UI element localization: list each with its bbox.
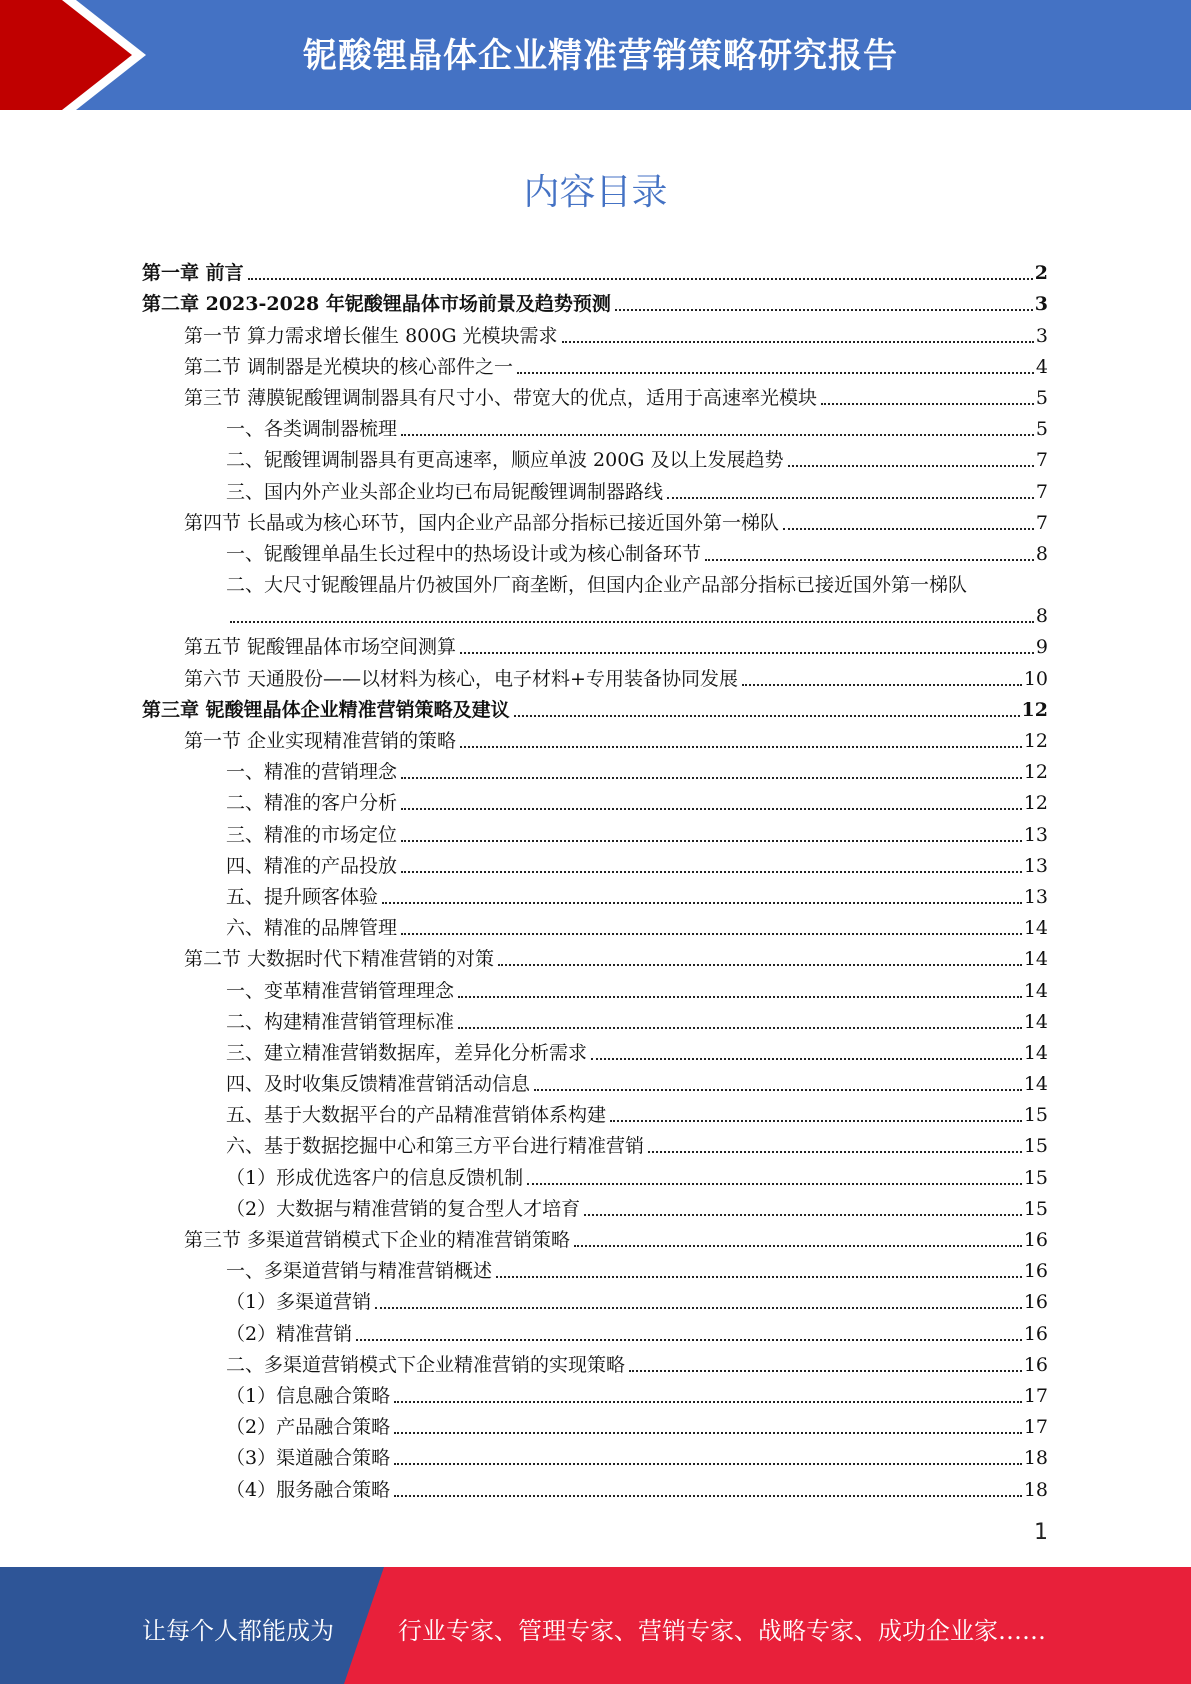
toc-title: 内容目录 bbox=[523, 172, 668, 213]
toc-page-number: 7 bbox=[1035, 449, 1048, 472]
table-of-contents bbox=[142, 254, 1048, 1502]
toc-page-number: 16 bbox=[1023, 1291, 1048, 1314]
toc-entry-text: （4）服务融合策略 bbox=[226, 1478, 391, 1501]
toc-dot-leader bbox=[705, 559, 1034, 561]
toc-entry-text: 二、铌酸锂调制器具有更高速率，顺应单波 200G 及以上发展趋势 bbox=[226, 449, 784, 472]
toc-entry-text: 一、精准的营销理念 bbox=[226, 761, 398, 784]
toc-entry-text: 第六节 天通股份——以材料为核心，电子材料+专用装备协同发展 bbox=[184, 667, 738, 690]
toc-page-number: 13 bbox=[1023, 854, 1048, 877]
toc-dot-leader bbox=[498, 964, 1022, 966]
toc-page-number: 15 bbox=[1023, 1135, 1048, 1158]
toc-entry[interactable] bbox=[142, 1439, 1048, 1470]
toc-dot-leader bbox=[574, 1245, 1022, 1247]
toc-page-number: 8 bbox=[1035, 605, 1048, 628]
toc-entry[interactable] bbox=[142, 1283, 1048, 1314]
toc-entry[interactable] bbox=[142, 1252, 1048, 1283]
toc-dot-leader bbox=[821, 403, 1034, 405]
toc-dot-leader bbox=[394, 1432, 1022, 1434]
toc-entry[interactable] bbox=[142, 285, 1048, 316]
toc-entry-text: 三、国内外产业头部企业均已布局铌酸锂调制器路线 bbox=[226, 480, 664, 503]
toc-entry-text: 第二节 大数据时代下精准营销的对策 bbox=[184, 948, 495, 971]
toc-entry[interactable] bbox=[142, 1096, 1048, 1127]
toc-dot-leader bbox=[401, 840, 1022, 842]
toc-page-number: 15 bbox=[1023, 1104, 1048, 1127]
toc-dot-leader bbox=[394, 1463, 1022, 1465]
toc-page-number: 13 bbox=[1023, 823, 1048, 846]
toc-entry-text: 二、大尺寸铌酸锂晶片仍被国外厂商垄断，但国内企业产品部分指标已接近国外第一梯队 bbox=[226, 574, 968, 597]
toc-page-number: 5 bbox=[1035, 386, 1048, 409]
toc-page-number: 14 bbox=[1023, 979, 1048, 1002]
toc-dot-leader bbox=[401, 871, 1022, 873]
toc-page-number: 12 bbox=[1021, 698, 1048, 721]
toc-entry[interactable] bbox=[142, 847, 1048, 878]
toc-entry[interactable] bbox=[142, 1314, 1048, 1345]
toc-page-number: 7 bbox=[1035, 511, 1048, 534]
toc-dot-leader bbox=[496, 1276, 1022, 1278]
toc-dot-leader bbox=[615, 309, 1033, 311]
toc-dot-leader bbox=[356, 1339, 1022, 1341]
toc-page-number: 2 bbox=[1034, 262, 1048, 285]
toc-page-number: 14 bbox=[1023, 948, 1048, 971]
toc-entry[interactable] bbox=[142, 1003, 1048, 1034]
toc-entry-text: （1）信息融合策略 bbox=[226, 1384, 391, 1407]
toc-entry-text: 一、铌酸锂单晶生长过程中的热场设计或为核心制备环节 bbox=[226, 542, 702, 565]
toc-page-number: 14 bbox=[1023, 917, 1048, 940]
toc-entry-text: 第五节 铌酸锂晶体市场空间测算 bbox=[184, 636, 457, 659]
toc-entry[interactable] bbox=[142, 254, 1048, 285]
toc-page-number: 9 bbox=[1035, 636, 1048, 659]
toc-entry[interactable] bbox=[142, 1408, 1048, 1439]
toc-entry[interactable] bbox=[142, 348, 1048, 379]
toc-entry[interactable] bbox=[142, 379, 1048, 410]
toc-entry-text: （2）产品融合策略 bbox=[226, 1416, 391, 1439]
toc-entry[interactable] bbox=[142, 659, 1048, 690]
toc-entry[interactable] bbox=[142, 316, 1048, 347]
toc-entry-text: 一、多渠道营销与精准营销概述 bbox=[226, 1260, 493, 1283]
toc-dot-leader bbox=[788, 465, 1034, 467]
toc-entry[interactable] bbox=[142, 441, 1048, 472]
toc-page-number: 12 bbox=[1023, 761, 1048, 784]
toc-entry-text: 第四节 长晶或为核心环节，国内企业产品部分指标已接近国外第一梯队 bbox=[184, 511, 780, 534]
toc-entry-text: 第二章 2023-2028 年铌酸锂晶体市场前景及趋势预测 bbox=[142, 293, 611, 316]
toc-page-number: 10 bbox=[1023, 667, 1048, 690]
toc-page-number: 14 bbox=[1023, 1073, 1048, 1096]
toc-page-number: 16 bbox=[1023, 1353, 1048, 1376]
toc-entry[interactable] bbox=[142, 971, 1048, 1002]
toc-entry-text: 四、及时收集反馈精准营销活动信息 bbox=[226, 1073, 531, 1096]
toc-entry[interactable] bbox=[142, 1158, 1048, 1189]
toc-entry-text: 三、建立精准营销数据库，差异化分析需求 bbox=[226, 1041, 588, 1064]
toc-page-number: 8 bbox=[1035, 542, 1048, 565]
toc-page-number: 16 bbox=[1023, 1260, 1048, 1283]
toc-page-number: 15 bbox=[1023, 1197, 1048, 1220]
toc-page-number: 14 bbox=[1023, 1010, 1048, 1033]
toc-entry[interactable] bbox=[142, 878, 1048, 909]
toc-entry-text: 第一节 企业实现精准营销的策略 bbox=[184, 730, 457, 753]
toc-entry-text: 第三节 薄膜铌酸锂调制器具有尺寸小、带宽大的优点，适用于高速率光模块 bbox=[184, 386, 818, 409]
toc-page-number: 16 bbox=[1023, 1229, 1048, 1252]
toc-page-number: 14 bbox=[1023, 1041, 1048, 1064]
toc-entry-text: 第一章 前言 bbox=[142, 262, 244, 285]
toc-page-number: 18 bbox=[1023, 1478, 1048, 1501]
toc-dot-leader bbox=[382, 902, 1022, 904]
toc-entry-text: 四、精准的产品投放 bbox=[226, 854, 398, 877]
toc-entry[interactable] bbox=[142, 1346, 1048, 1377]
toc-dot-leader bbox=[667, 497, 1034, 499]
toc-page-number: 15 bbox=[1023, 1166, 1048, 1189]
toc-entry-text: 三、精准的市场定位 bbox=[226, 823, 398, 846]
page-header bbox=[0, 0, 1191, 110]
page-number: 1 bbox=[1034, 1520, 1048, 1545]
toc-dot-leader bbox=[527, 1183, 1022, 1185]
toc-entry[interactable] bbox=[142, 472, 1048, 503]
toc-page-number: 12 bbox=[1023, 792, 1048, 815]
toc-dot-leader bbox=[517, 372, 1034, 374]
toc-entry-text: 第二节 调制器是光模块的核心部件之一 bbox=[184, 355, 514, 378]
toc-page-number: 12 bbox=[1023, 730, 1048, 753]
toc-page-number: 17 bbox=[1023, 1384, 1048, 1407]
toc-dot-leader bbox=[394, 1495, 1022, 1497]
toc-entry[interactable] bbox=[142, 1470, 1048, 1501]
toc-dot-leader bbox=[591, 1058, 1022, 1060]
toc-entry-text: （2）精准营销 bbox=[226, 1322, 353, 1345]
toc-entry-text: 一、各类调制器梳理 bbox=[226, 418, 398, 441]
toc-entry[interactable] bbox=[142, 753, 1048, 784]
toc-dot-leader bbox=[742, 684, 1022, 686]
toc-entry-text: （3）渠道融合策略 bbox=[226, 1447, 391, 1470]
toc-dot-leader bbox=[401, 434, 1034, 436]
toc-entry-text: （2）大数据与精准营销的复合型人才培育 bbox=[226, 1197, 581, 1220]
toc-entry-text: 五、提升顾客体验 bbox=[226, 885, 379, 908]
toc-entry-text: （1）形成优选客户的信息反馈机制 bbox=[226, 1166, 524, 1189]
toc-dot-leader bbox=[248, 278, 1033, 280]
toc-entry[interactable] bbox=[142, 1221, 1048, 1252]
toc-page-number: 4 bbox=[1035, 355, 1048, 378]
toc-entry[interactable] bbox=[142, 722, 1048, 753]
toc-entry[interactable] bbox=[142, 815, 1048, 846]
toc-dot-leader bbox=[401, 933, 1022, 935]
toc-entry-text: 六、基于数据挖掘中心和第三方平台进行精准营销 bbox=[226, 1135, 645, 1158]
toc-entry-text: 第三章 铌酸锂晶体企业精准营销策略及建议 bbox=[142, 698, 510, 721]
toc-entry[interactable] bbox=[142, 940, 1048, 971]
toc-entry[interactable] bbox=[142, 691, 1048, 722]
toc-dot-leader bbox=[458, 996, 1022, 998]
toc-dot-leader bbox=[458, 1027, 1022, 1029]
toc-entry[interactable] bbox=[142, 410, 1048, 441]
toc-dot-leader bbox=[460, 746, 1022, 748]
toc-entry[interactable] bbox=[142, 566, 1048, 628]
toc-dot-leader bbox=[584, 1214, 1022, 1216]
toc-page-number: 16 bbox=[1023, 1322, 1048, 1345]
toc-entry[interactable] bbox=[142, 784, 1048, 815]
toc-page-number: 7 bbox=[1035, 480, 1048, 503]
toc-dot-leader bbox=[401, 777, 1022, 779]
toc-entry[interactable] bbox=[142, 1377, 1048, 1408]
toc-entry-text: 二、多渠道营销模式下企业精准营销的实现策略 bbox=[226, 1353, 626, 1376]
toc-entry-text: 五、基于大数据平台的产品精准营销体系构建 bbox=[226, 1104, 607, 1127]
toc-page-number: 5 bbox=[1035, 418, 1048, 441]
toc-page-number: 17 bbox=[1023, 1416, 1048, 1439]
toc-dot-leader bbox=[629, 1370, 1022, 1372]
toc-dot-leader bbox=[783, 528, 1034, 530]
toc-dot-leader bbox=[562, 341, 1034, 343]
toc-page-number: 13 bbox=[1023, 885, 1048, 908]
toc-dot-leader bbox=[514, 715, 1020, 717]
toc-page-number: 3 bbox=[1035, 324, 1048, 347]
toc-entry-text: 二、精准的客户分析 bbox=[226, 792, 398, 815]
toc-entry[interactable] bbox=[142, 1034, 1048, 1065]
toc-entry[interactable] bbox=[142, 1190, 1048, 1221]
toc-entry[interactable] bbox=[142, 628, 1048, 659]
toc-dot-leader bbox=[394, 1401, 1022, 1403]
toc-dot-leader bbox=[460, 652, 1034, 654]
toc-entry-text: 二、构建精准营销管理标准 bbox=[226, 1010, 455, 1033]
toc-dot-leader bbox=[534, 1089, 1022, 1091]
footer-slogan: 让每个人都能成为 bbox=[142, 1617, 334, 1645]
toc-dot-leader bbox=[648, 1151, 1022, 1153]
toc-dot-leader bbox=[610, 1120, 1022, 1122]
toc-page-number: 18 bbox=[1023, 1447, 1048, 1470]
toc-entry[interactable] bbox=[142, 535, 1048, 566]
toc-dot-leader bbox=[375, 1307, 1022, 1309]
toc-entry[interactable] bbox=[142, 504, 1048, 535]
toc-entry-text: 第三节 多渠道营销模式下企业的精准营销策略 bbox=[184, 1229, 571, 1252]
toc-page-number: 3 bbox=[1034, 293, 1048, 316]
toc-entry-text: （1）多渠道营销 bbox=[226, 1291, 372, 1314]
toc-dot-leader bbox=[401, 808, 1022, 810]
toc-entry-text: 第一节 算力需求增长催生 800G 光模块需求 bbox=[184, 324, 558, 347]
page-footer bbox=[0, 1567, 1191, 1684]
toc-entry[interactable] bbox=[142, 909, 1048, 940]
toc-entry[interactable] bbox=[142, 1127, 1048, 1158]
footer-expert-list: 行业专家、管理专家、营销专家、战略专家、成功企业家…… bbox=[398, 1617, 1046, 1645]
toc-entry-text: 一、变革精准营销管理理念 bbox=[226, 979, 455, 1002]
toc-dot-leader bbox=[230, 621, 1034, 623]
header-title: 铌酸锂晶体企业精准营销策略研究报告 bbox=[303, 36, 898, 76]
toc-entry[interactable] bbox=[142, 1065, 1048, 1096]
toc-entry-text: 六、精准的品牌管理 bbox=[226, 917, 398, 940]
